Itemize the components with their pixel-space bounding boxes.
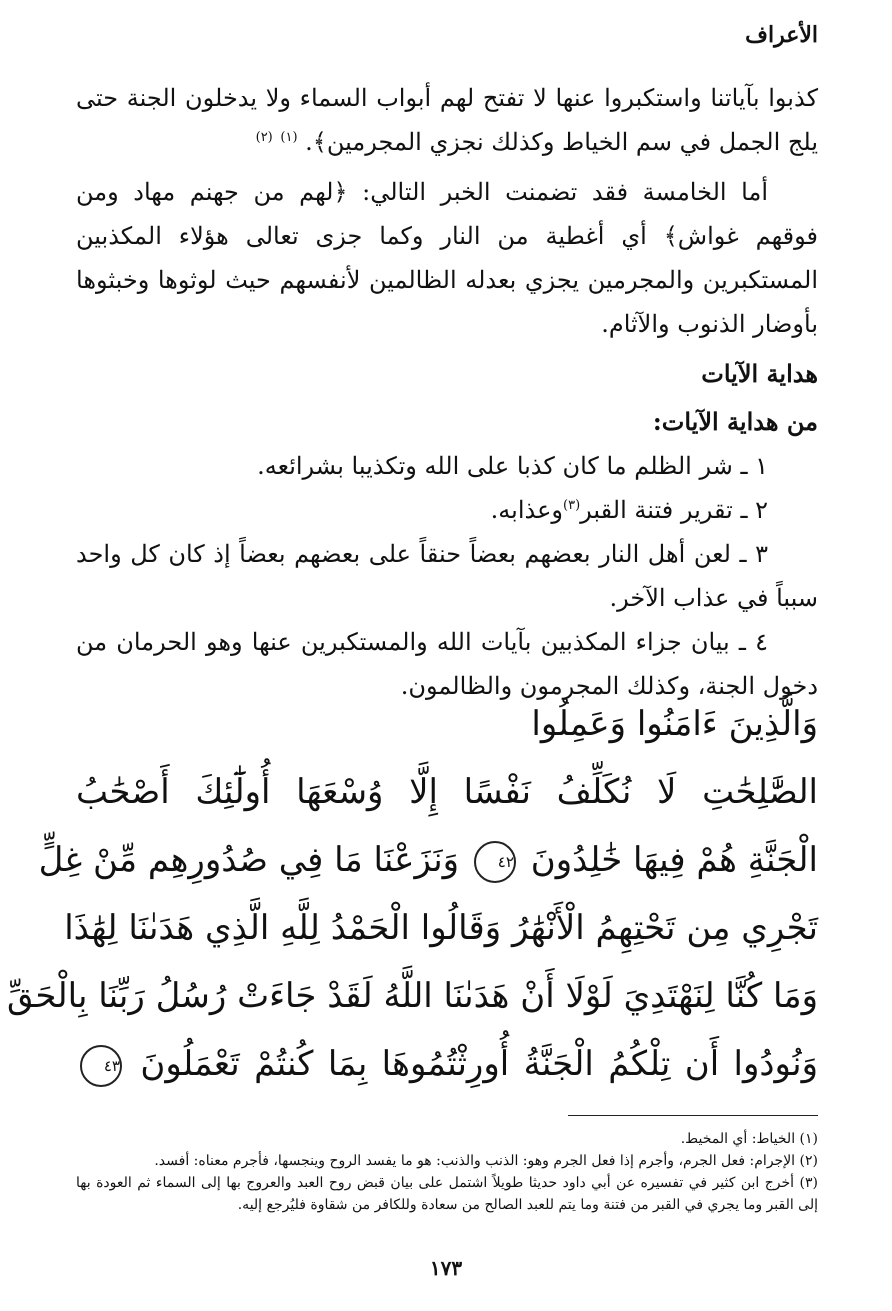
footnote-ref-1: (١) [280,130,298,145]
quran-line-6-text: وَنُودُوا أَن تِلْكُمُ الْجَنَّةُ أُورِثْتُمُوهَا بِمَا كُنتُمْ تَعْمَلُونَ [140,1044,818,1084]
footnote-ref-3: (٣) [563,498,581,513]
footnote-3: (٣) أخرج ابن كثير في تفسيره عن أبي داود حديثا طويلاً اشتمل على بيان قبض روح العبد والعروج بها إلى السماء ثم العودة بها إلى القبر وما يجري في القبر من فتنة وما يتم للعبد الصالح من سعادة وللكافر من شقاوة فليُرجع إليه. [76,1175,818,1213]
footnote-2: (٢) الإجرام: فعل الجرم، وأجرم إذا فعل الجرم وهو: الذنب والذنب: هو ما يفسد الروح وينجسها، فأجرم معناه: أفسد. [154,1153,818,1169]
guidance-item-2-tail: وعذابه. [490,496,563,524]
guidance-item-2-text: ٢ ـ تقرير فتنة القبر [580,496,768,524]
guidance-item-3: ٣ ـ لعن أهل النار بعضهم بعضاً حنقاً على بعضهم بعضاً إذ كان كل واحد سبباً في عذاب الآخر. [76,540,818,612]
footnote-divider [568,1115,818,1116]
quran-line-3a: الْجَنَّةِ هُمْ فِيهَا خَٰلِدُونَ [530,840,818,880]
guidance-item-1: ١ ـ شر الظلم ما كان كذبا على الله وتكذيبا بشرائعه. [257,452,768,480]
quran-line-5: وَمَا كُنَّا لِنَهْتَدِيَ لَوْلَا أَنْ هَدَىٰنَا اللَّهُ لَقَدْ جَاءَتْ رُسُلُ رَبِّنَا بِالْحَقِّ [7,976,818,1016]
quran-line-6 [76,1030,818,1098]
footnote-1: (١) الخياط: أي المخيط. [680,1131,818,1147]
paragraph-1-text: كذبوا بآياتنا واستكبروا عنها لا تفتح لهم أبواب السماء ولا يدخلون الجنة حتى يلج الجمل في سم الخياط وكذلك نجزي المجرمين﴾. [76,84,818,156]
ayah-number-43: ٤٣ [80,1045,122,1087]
running-header: الأعراف [745,22,818,48]
page-number: ١٧٣ [429,1256,463,1280]
quran-line-1: وَالَّذِينَ ءَامَنُوا وَعَمِلُوا [531,704,818,744]
guidance-subheading: من هداية الآيات: [652,407,818,436]
quran-line-3 [38,826,818,894]
quran-line-4: تَجْرِي مِن تَحْتِهِمُ الْأَنْهَٰرُ وَقَالُوا الْحَمْدُ لِلَّهِ الَّذِي هَدَىٰنَا لِهَٰذَا [64,908,818,948]
guidance-item-4: ٤ ـ بيان جزاء المكذبين بآيات الله والمستكبرين عنها وهو الحرمان من دخول الجنة، وكذلك المجرمون والظالمون. [76,628,818,700]
quran-line-3b: وَنَزَعْنَا مَا فِي صُدُورِهِم مِّنْ غِلٍّ [38,840,460,880]
quran-verses [7,690,818,1098]
guidance-item-2 [76,488,818,532]
guidance-heading: هداية الآيات [701,359,818,388]
footnote-ref-2: (٢) [255,130,273,145]
ayah-number-42: ٤٢ [474,841,516,883]
quran-line-2: الصَّٰلِحَٰتِ لَا نُكَلِّفُ نَفْسًا إِلَّا وُسْعَهَا أُولَٰٓئِكَ أَصْحَٰبُ [76,772,818,812]
paragraph-2: أما الخامسة فقد تضمنت الخبر التالي: ﴿لهم من جهنم مهاد ومن فوقهم غواش﴾ أي أغطية من النار وكما جزى تعالى هؤلاء المكذبين المستكبرين والمجرمين يجزي بعدله الظالمين لأنفسهم حيث لوثوها وخبثوها بأوضار الذنوب والآثام. [76,178,818,338]
paragraph-1 [76,76,818,164]
footnotes [76,1128,818,1216]
body-text [76,76,818,708]
